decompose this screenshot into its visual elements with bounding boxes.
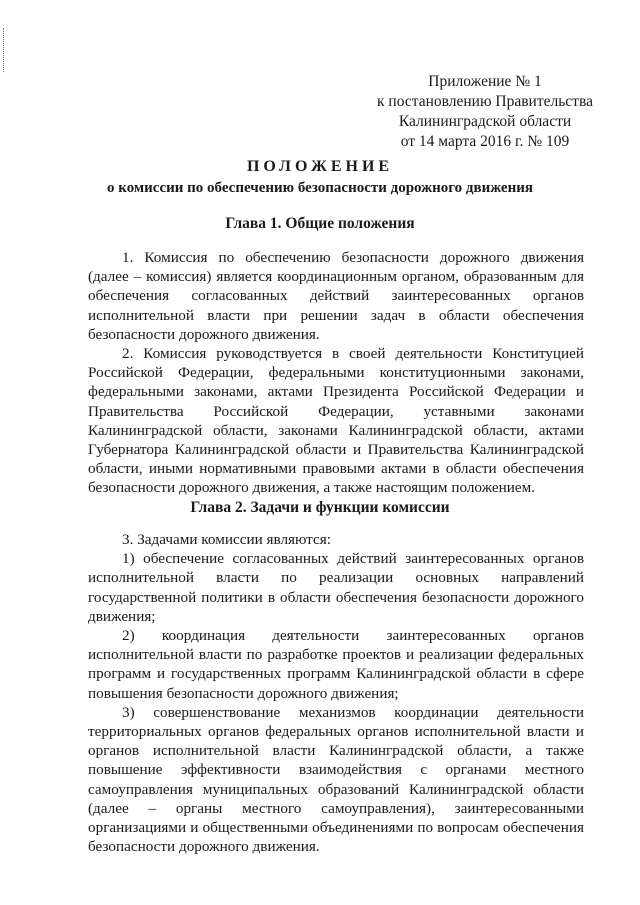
paragraph-1: 1. Комиссия по обеспечению безопасности дорожного движения (далее – комиссия) является координационным органом, образованным для обеспечения согласованных действий заинтересованных органов исполнительной власти при решении задач в области обеспечения безопасности дорожного движения.	[88, 249, 584, 343]
document-subtitle: о комиссии по обеспечению безопасности дорожного движения	[107, 180, 533, 196]
task-item-2: 2) координация деятельности заинтересованных органов исполнительной власти по разработке проектов и реализации федеральных программ и государственных программ Калининградской области в сфере повышения безопасности дорожного движения;	[88, 627, 584, 702]
scan-margin-mark	[3, 28, 6, 72]
annex-region: Калининградской области	[398, 113, 572, 130]
annex-header	[375, 72, 595, 152]
annex-resolution: к постановлению Правительства	[377, 93, 593, 110]
task-item-1: 1) обеспечение согласованных действий заинтересованных органов исполнительной власти по реализации основных направлений государственной политики в области обеспечения безопасности дорожного движения;	[88, 550, 584, 625]
annex-date: от 14 марта 2016 г. № 109	[400, 133, 570, 150]
annex-number: Приложение № 1	[428, 73, 542, 90]
document-title: ПОЛОЖЕНИЕ	[246, 158, 394, 175]
chapter-2-heading: Глава 2. Задачи и функции комиссии	[190, 499, 450, 516]
task-item-3: 3) совершенствование механизмов координации деятельности территориальных органов федеральных органов исполнительной власти и органов исполнительной власти Калининградской области, а также повышение эффективности взаимодействия с органами местного самоуправления муниципальных образований Калининградской области (далее – органы местного самоуправления), заинтересованными организациями и общественными объединениями по вопросам обеспечения безопасности дорожного движения.	[88, 703, 584, 856]
paragraph-3: 3. Задачами комиссии являются:	[122, 531, 331, 548]
chapter-1-heading: Глава 1. Общие положения	[225, 215, 415, 232]
chapter-2-body	[88, 530, 584, 856]
paragraph-2: 2. Комиссия руководствуется в своей деятельности Конституцией Российской Федерации, федеральными конституционными законами, федеральными законами, актами Президента Российской Федерации и Правительства Российской Федерации, уставными законами Калининградской области, законами Калининградской области, актами Губернатора Калининградской области и Правительства Калининградской области, иными нормативными правовыми актами в области обеспечения безопасности дорожного движения, а также настоящим положением.	[88, 345, 584, 497]
chapter-1-body	[88, 248, 584, 498]
